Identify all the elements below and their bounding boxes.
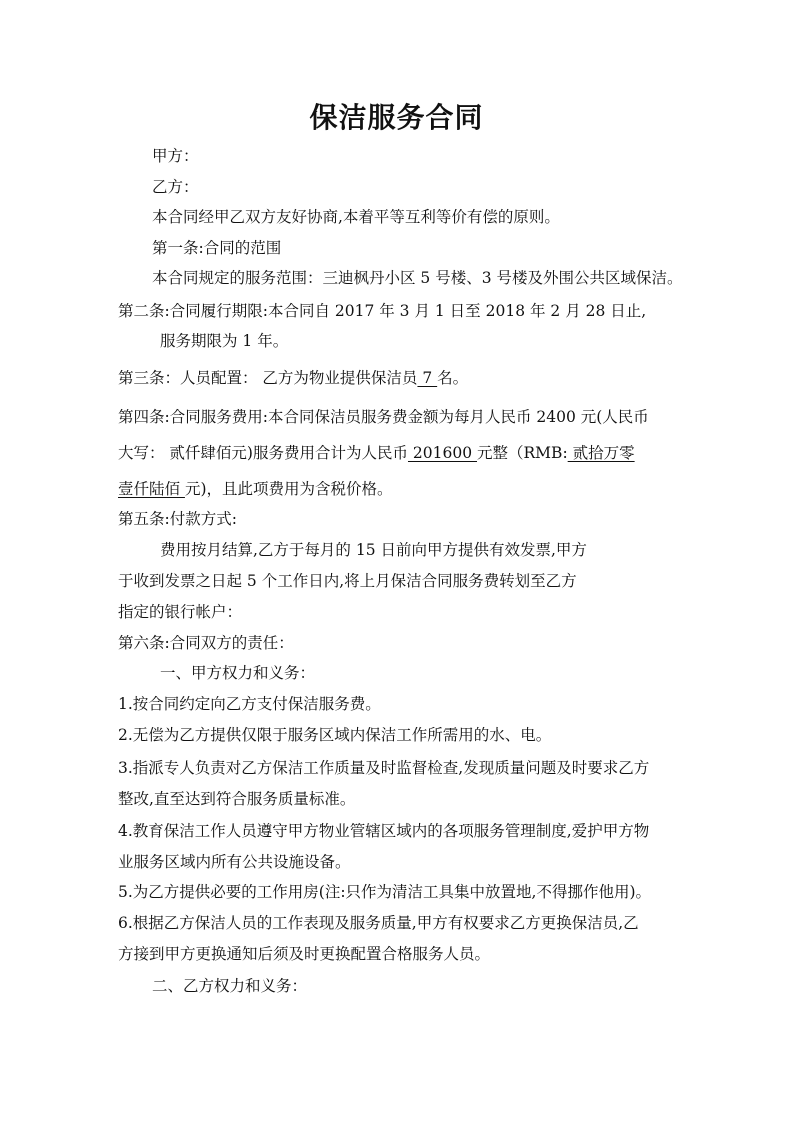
article-2-line-1: 第二条:合同履行期限:本合同自 2017 年 3 月 1 日至 2018 年 2 月 28 日止, bbox=[118, 302, 647, 320]
list-item-3-line-2: 整改,直至达到符合服务质量标准。 bbox=[118, 790, 356, 808]
party-a-line: 甲方： bbox=[152, 147, 199, 165]
party-b-line: 乙方： bbox=[152, 178, 199, 196]
amount-in-words-part-1: 贰拾万零 bbox=[567, 444, 635, 462]
article-5-line-3: 指定的银行帐户： bbox=[118, 603, 243, 621]
article-4-line-3 bbox=[118, 479, 393, 499]
total-fee: 201600 bbox=[407, 444, 478, 462]
article-1-text: 本合同规定的服务范围：三迪枫丹小区 5 号楼、3 号楼及外围公共区域保洁。 bbox=[152, 269, 683, 287]
article-4-line-2-mid: 元整（RMB: bbox=[477, 444, 568, 462]
list-item-5: 5.为乙方提供必要的工作用房(注:只作为清洁工具集中放置地,不得挪作他用)。 bbox=[118, 883, 652, 901]
article-4-line-3-suffix: 元)，且此项费用为含税价格。 bbox=[184, 480, 393, 498]
article-4-line-2-prefix: 大写： 贰仟肆佰元)服务费用合计为人民币 bbox=[118, 444, 408, 462]
section-1-title: 一、甲方权力和义务： bbox=[160, 664, 316, 682]
list-item-6-line-1: 6.根据乙方保洁人员的工作表现及服务质量,甲方有权要求乙方更换保洁员,乙 bbox=[118, 914, 639, 932]
article-4-line-2 bbox=[118, 443, 635, 463]
list-item-4-line-1: 4.教育保洁工作人员遵守甲方物业管辖区域内的各项服务管理制度,爱护甲方物 bbox=[118, 822, 650, 840]
article-3-prefix: 第三条：人员配置： 乙方为物业提供保洁员 bbox=[118, 369, 418, 387]
article-5-title: 第五条:付款方式: bbox=[118, 510, 237, 528]
article-5-line-2: 于收到发票之日起 5 个工作日内,将上月保洁合同服务费转划至乙方 bbox=[118, 572, 577, 590]
list-item-2: 2.无偿为乙方提供仅限于服务区域内保洁工作所需用的水、电。 bbox=[118, 726, 552, 744]
list-item-1: 1.按合同约定向乙方支付保洁服务费。 bbox=[118, 695, 381, 713]
article-3-line bbox=[118, 368, 468, 388]
list-item-3-line-1: 3.指派专人负责对乙方保洁工作质量及时监督检查,发现质量问题及时要求乙方 bbox=[118, 759, 650, 777]
article-1-title: 第一条:合同的范围 bbox=[152, 239, 282, 257]
amount-in-words-part-2: 壹仟陆佰 bbox=[118, 480, 185, 498]
article-4-line-1: 第四条:合同服务费用:本合同保洁员服务费金额为每月人民币 2400 元(人民币 bbox=[118, 408, 649, 426]
preamble-text: 本合同经甲乙双方友好协商,本着平等互利等价有偿的原则。 bbox=[152, 208, 560, 226]
article-5-line-1: 费用按月结算,乙方于每月的 15 日前向甲方提供有效发票,甲方 bbox=[160, 541, 587, 559]
section-2-title: 二、乙方权力和义务： bbox=[152, 977, 308, 995]
article-3-suffix: 名。 bbox=[437, 369, 469, 387]
list-item-4-line-2: 业服务区域内所有公共设施设备。 bbox=[118, 853, 351, 871]
article-2-line-2: 服务期限为 1 年。 bbox=[160, 332, 289, 350]
cleaner-count: 7 bbox=[417, 369, 438, 387]
article-6-title: 第六条:合同双方的责任： bbox=[118, 634, 294, 652]
list-item-6-line-2: 方接到甲方更换通知后须及时更换配置合格服务人员。 bbox=[118, 945, 491, 963]
document-title: 保洁服务合同 bbox=[309, 101, 484, 134]
